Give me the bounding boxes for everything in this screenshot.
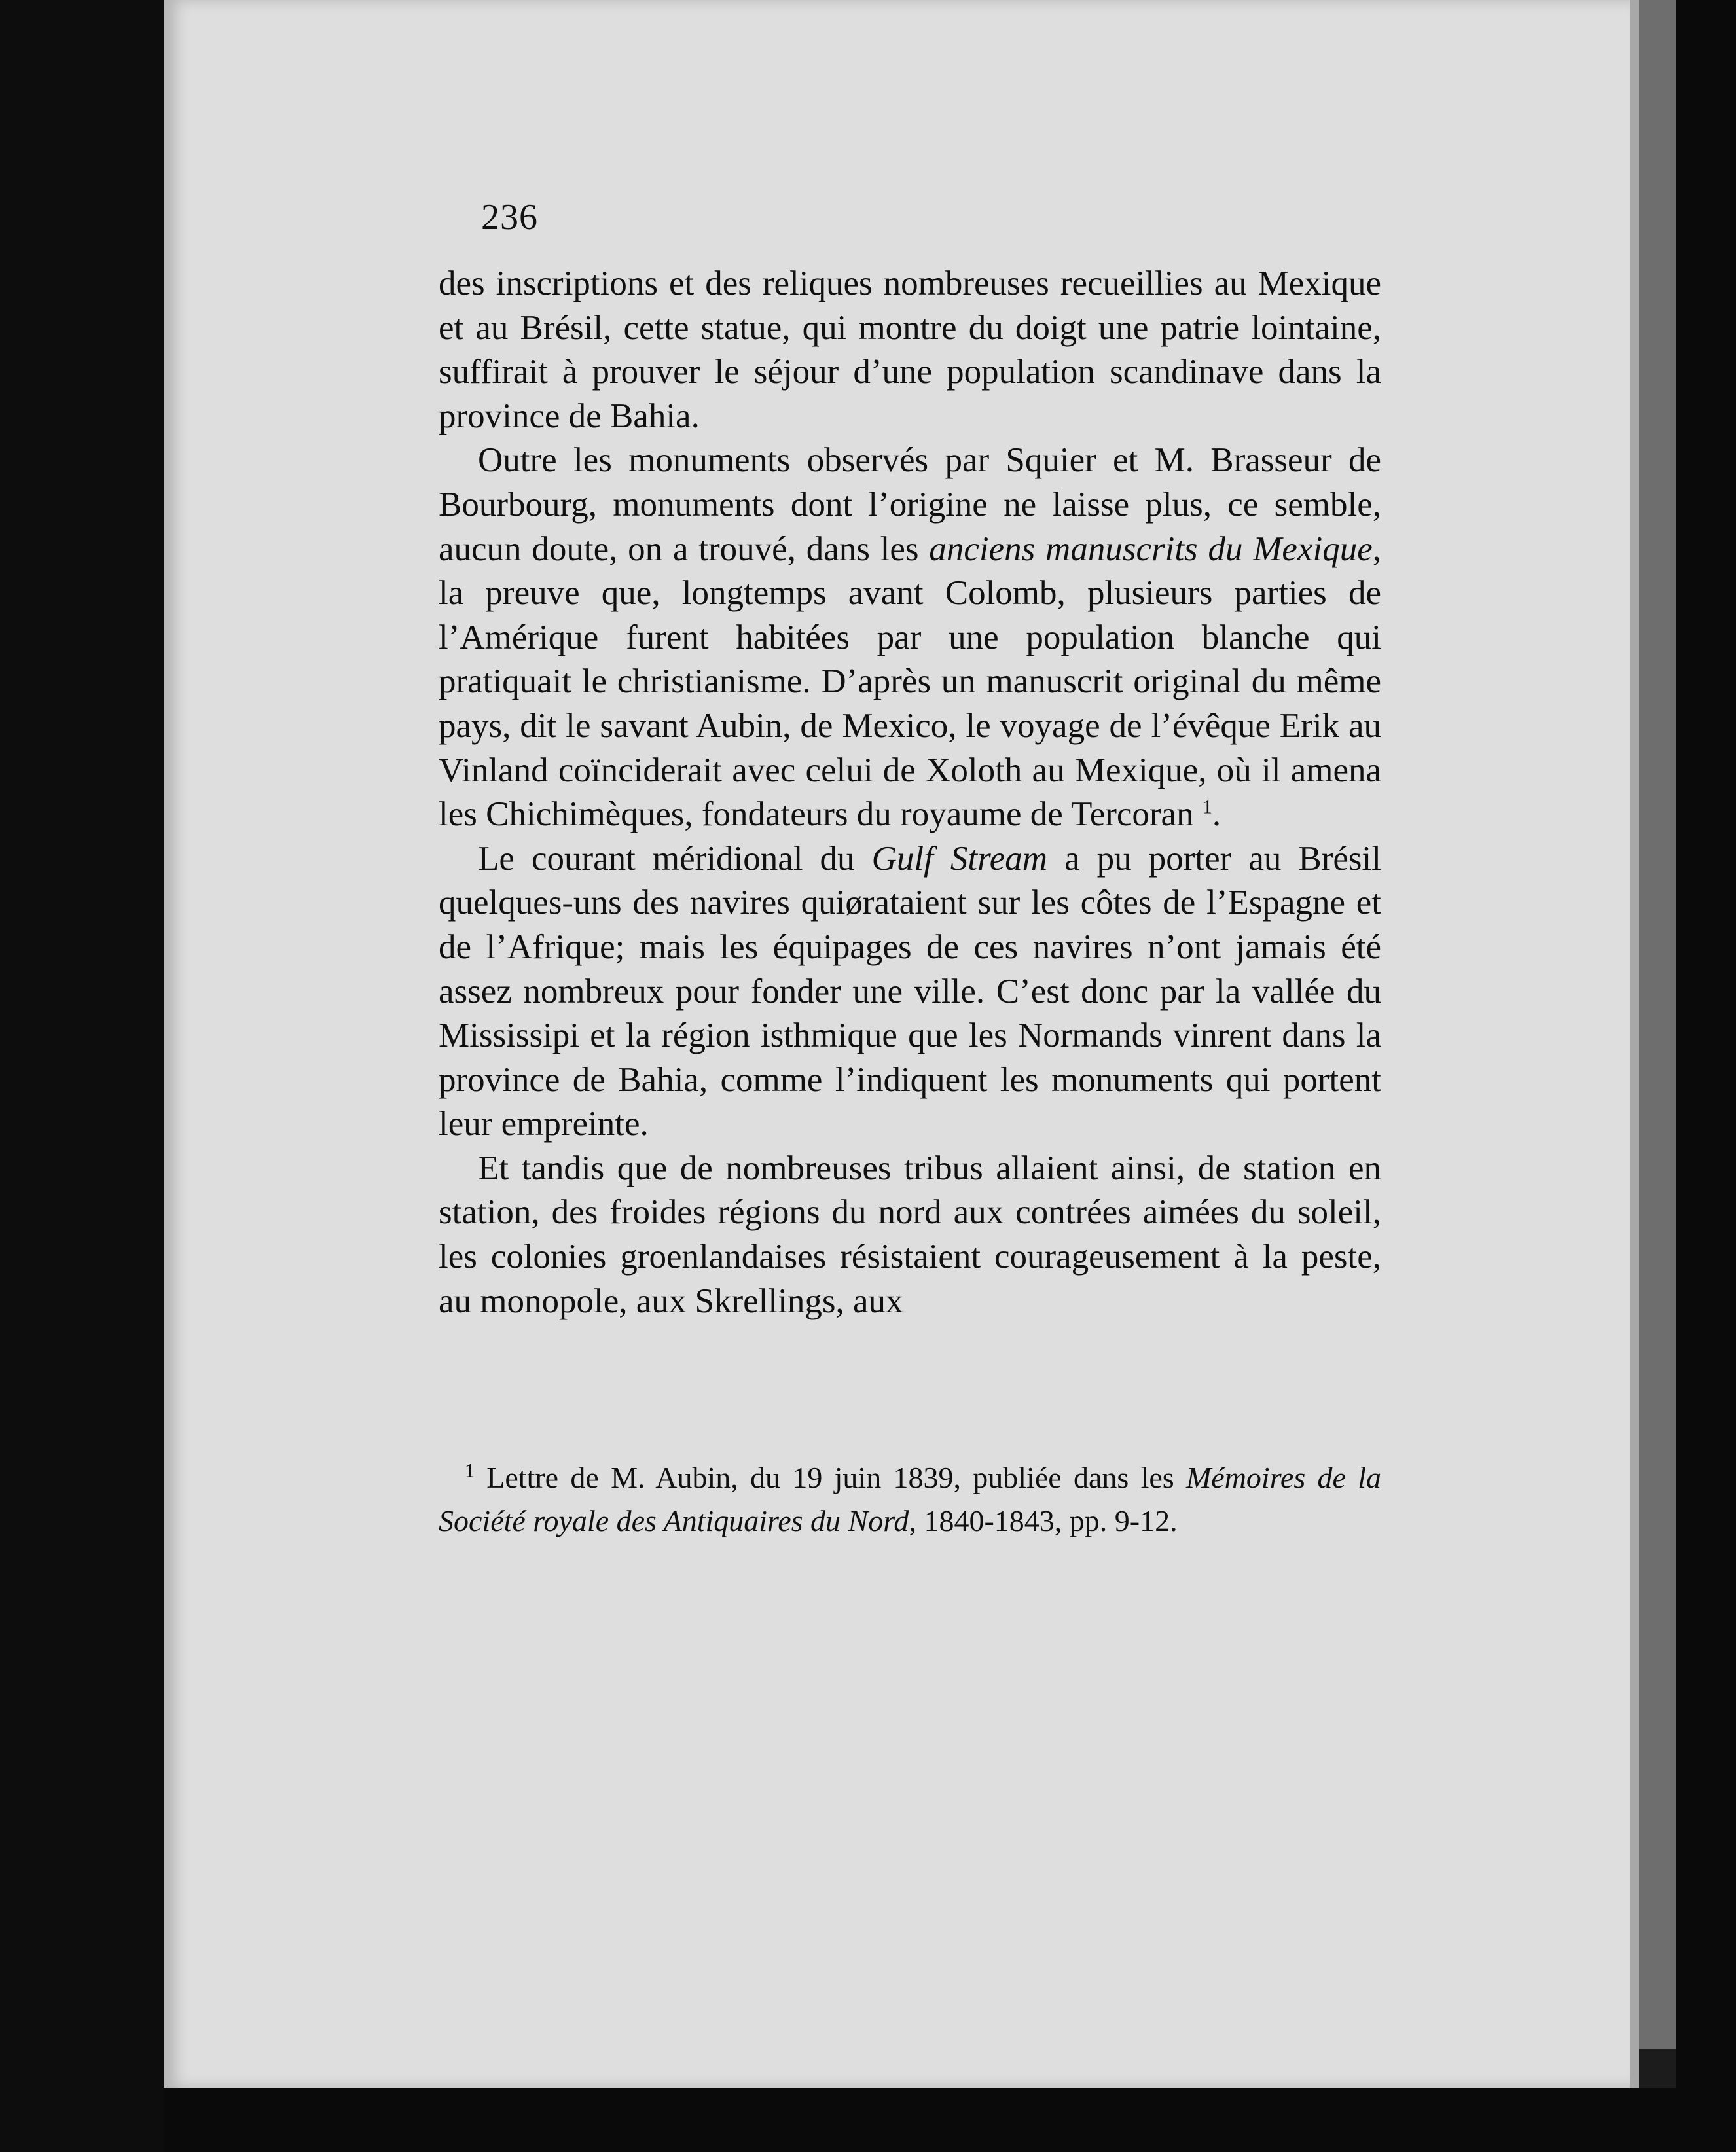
scan-border-right xyxy=(1676,0,1736,2152)
text-span: Outre les monuments observés par Squier et M. Brasseur de Bourbourg, monuments dont l’origine ne laisse plus, ce semble, aucun doute, on a trouvé, dans les xyxy=(439,441,1381,568)
italic-text: Gulf Stream xyxy=(871,839,1048,878)
body-text xyxy=(439,262,1381,1323)
scan-border-bottom xyxy=(164,2088,1676,2152)
paragraph xyxy=(439,262,1381,439)
italic-text: Mémoires de la Société royale des Antiquaires du Nord xyxy=(439,1461,1381,1537)
text-span: des inscriptions et des reliques nombreuses recueillies au Mexique et au Brésil, cette statue, qui montre du doigt une patrie lointaine, suffirait à prouver le séjour d’une population scandinave dans la province de Bahia. xyxy=(439,264,1381,435)
text-span: . xyxy=(1212,795,1221,834)
text-span: Et tandis que de nombreuses tribus allaient ainsi, de station en station, des froides régions du nord aux contrées aimées du soleil, les colonies groenlandaises résistaient courageusement à la peste, au monopole, aux Skrellings, aux xyxy=(439,1149,1381,1320)
text-span: Le courant méridional du xyxy=(478,839,872,878)
text-span: , la preuve que, longtemps avant Colomb, plusieurs parties de l’Amérique furent habitées par une population blanche qui pratiquait le christianisme. D’après un manuscrit original du même pays, dit le savant Aubin, de Mexico, le voyage de l’évêque Erik au Vinland coïnciderait avec celui de Xoloth au Mexique, où il amena les Chichimèques, fondateurs du royaume de Tercoran xyxy=(439,529,1381,834)
footnote xyxy=(439,1456,1381,1543)
footnote-marker: 1 xyxy=(465,1460,475,1482)
paragraph xyxy=(439,439,1381,836)
footnote-reference: 1 xyxy=(1202,796,1212,818)
text-span: Lettre de M. Aubin, du 19 juin 1839, publiée dans les xyxy=(475,1461,1186,1494)
italic-text: anciens manuscrits du Mexique xyxy=(929,529,1373,568)
paragraph xyxy=(439,1147,1381,1323)
page-number: 236 xyxy=(481,197,538,238)
scan-border-left xyxy=(0,0,164,2152)
text-span: a pu porter au Brésil quelques-uns des navires quiørataient sur les côtes de l’Espagne et de l’Afrique; mais les équipages de ces navires n’ont jamais été assez nombreux pour fonder une ville. C’est donc par la vallée du Mississipi et la région isthmique que les Normands vinrent dans la province de Bahia, comme l’indiquent les monuments qui portent leur empreinte. xyxy=(439,839,1381,1143)
text-span: , 1840-1843, pp. 9-12. xyxy=(909,1504,1178,1537)
paragraph xyxy=(439,837,1381,1147)
